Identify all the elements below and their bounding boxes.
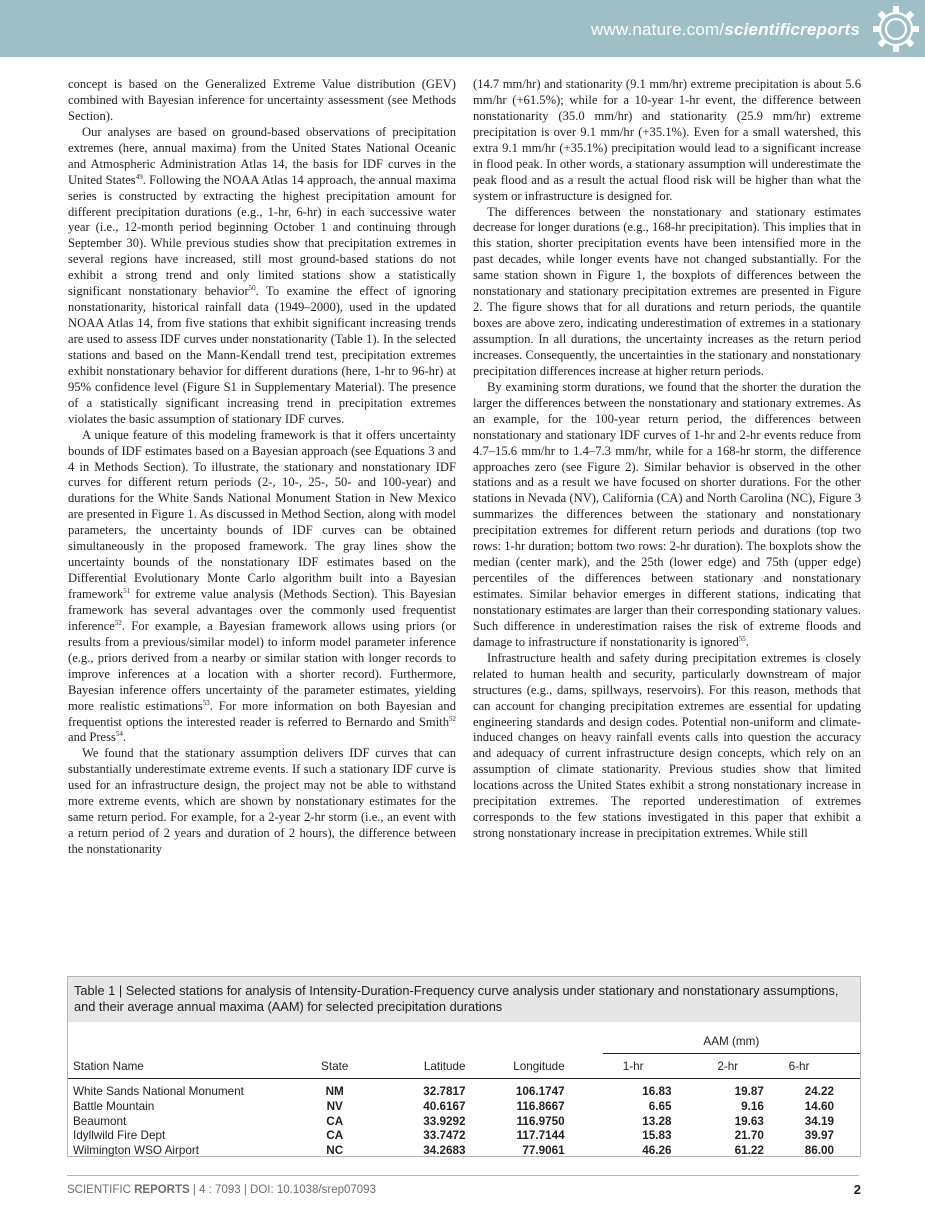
station-latitude: 34.2683: [423, 1144, 466, 1158]
paragraph: By examining storm durations, we found that the shorter the duration the larger the differences between the nonstationary and stationary extremes. As an example, for the 100-year return period, the differences between nonstationary and stationary IDF curves of 1-hr and 2-hr events reduce from 4.7–15.6 mm/hr to 1.4–7.3 mm/hr, while for a 168-hr storm, the difference approaches zero (see Figure 2). Similar behavior is observed in the other stations and as a result we have focused on shorter durations. For the other stations in Nevada (NV), California (CA) and North Carolina (NC), Figure 3 summarizes the differences between the stationary and nonstationary precipitation extremes for different return periods and durations (top two rows: 1-hr duration; bottom two rows: 2-hr duration). The boxplots show the median (center mark), and the 25th (lower edge) and 75th (upper edge) percentiles of the differences between stationary and nonstationary estimates. Similar behavior emerges in different stations, indicating that nonstationary estimates are larger than their corresponding stationary values. Such difference in underestimation raises the risk of extreme floods and damage to infrastructure if nonstationarity is ignored$^{55}$.: [473, 379, 861, 649]
aam-group-header: [565, 1022, 860, 1054]
station-latitude: 40.6167: [423, 1099, 466, 1113]
station-longitude: 116.8667: [516, 1099, 565, 1113]
journal-name-bold: REPORTS: [134, 1184, 190, 1196]
right-text-column: [473, 77, 861, 842]
column-header: State: [284, 1054, 385, 1079]
station-name: Battle Mountain: [73, 1099, 155, 1113]
aam-6hr: 39.97: [804, 1129, 834, 1143]
aam-1hr: 6.65: [648, 1099, 672, 1113]
footer-citation: [67, 1184, 376, 1196]
citation-reference[interactable]: 50: [248, 284, 256, 293]
left-text-column: [68, 77, 456, 858]
table-row: [68, 1100, 860, 1115]
citation-reference[interactable]: 55: [738, 634, 746, 643]
journal-header-bar: [0, 0, 925, 57]
paragraph: Our analyses are based on ground-based observations of precipitation extremes (here, annual maxima) from the United States National Oceanic and Atmospheric Administration Atlas 14, the basis for IDF curves in the United States$^{49}$. Following the NOAA Atlas 14 approach, the annual maxima series is constructed by extracting the highest precipitation amount for different precipitation durations (e.g., 1-hr, 6-hr) in each successive water year (i.e., 12-month period beginning October 1 and continuing through September 30). While previous studies show that precipitation extremes in several regions have increased, still most ground-based stations do not exhibit a strong trend and only limited stations show a statistically significant nonstationary behavior$^{50}$. To examine the effect of ignoring nonstationarity, historical rainfall data (1949–2000), used in the updated NOAA Atlas 14, from five stations that exhibit significant increasing trends are used to assess IDF curves under nonstationarity (Table 1). In the selected stations and based on the Mann-Kendall trend test, precipitation extremes exhibit nonstationary behavior for different durations (here, 1-hr to 96-hr) at 95% confidence level (Figure S1 in Supplementary Material). The presence of a statistically significant increasing trend in precipitation extremes violates the basic assumption of stationary IDF curves.: [68, 124, 457, 426]
station-name: Beaumont: [73, 1114, 127, 1128]
aam-6hr: 14.60: [804, 1099, 834, 1113]
station-name: Idyllwild Fire Dept: [73, 1129, 166, 1143]
station-longitude: 116.9750: [516, 1114, 565, 1128]
paragraph: We found that the stationary assumption delivers IDF curves that can substantially underestimate extreme events. If such a stationary IDF curve is used for an infrastructure design, the project may not be able to withstand more extreme events, which are shown by nonstationary estimates for the same return period. For example, for a 2-year 2-hr storm (i.e., an event with a return period of 2 years and duration of 2 hours), the difference between the nonstationarity: [68, 746, 456, 856]
table-caption: [68, 977, 860, 1022]
column-header: 1-hr: [565, 1054, 672, 1079]
table-row: [68, 1079, 860, 1100]
citation-reference[interactable]: 54: [115, 730, 123, 739]
station-longitude: 77.9061: [522, 1144, 565, 1158]
table-caption-text: Selected stations for analysis of Intensity-Duration-Frequency curve analysis under stationary and nonstationary assumptions, and their average annual maxima (AAM) for selected precipitation durations: [74, 983, 839, 1014]
aam-1hr: 16.83: [642, 1085, 672, 1098]
aam-1hr: 46.26: [642, 1144, 672, 1158]
journal-url-prefix: www.nature.com/: [590, 20, 725, 39]
table-row: [68, 1144, 860, 1159]
citation-text: | 4 : 7093 | DOI: 10.1038/srep07093: [192, 1184, 376, 1196]
paragraph: (14.7 mm/hr) and stationarity (9.1 mm/hr) extreme precipitation is about 5.6 mm/hr (+61.5%); while for a 10-year 1-hr event, the difference between nonstationarity (35.0 mm/hr) and stationarity (25.9 mm/hr) extreme precipitation is over 9.1 mm/hr (+35.1%). Even for a small watershed, this extra 9.1 mm/hr (+35.1%) precipitation would lead to a significant increase in flood peak. In other words, a stationary assumption will underestimate the peak flood and as a result the actual flood risk will be higher than what the system or infrastructure is designed for.: [473, 77, 861, 203]
station-longitude: 106.1747: [515, 1085, 565, 1098]
paragraph: A unique feature of this modeling framework is that it offers uncertainty bounds of IDF estimates based on a Bayesian approach (see Equations 3 and 4 in Methods Section). To illustrate, the stationary and nonstationary IDF curves for different return periods (2-, 10-, 25-, 50- and 100-year) and durations for the White Sands National Monument Station in New Mexico are presented in Figure 1. As discussed in Method Section, along with model parameters, the uncertainty bounds of IDF curves can be obtained simultaneously in the proposed framework. The gray lines show the uncertainty bounds of the nonstationary IDF estimates based on the Differential Evolutionary Monte Carlo algorithm built into a Bayesian framework$^{51}$ for extreme value analysis (Methods Section). This Bayesian framework has several advantages over the commonly used frequentist inference$^{52}$. For example, a Bayesian framework allows using priors (or results from a previous/similar model) to inform model parameter inference (e.g., priors derived from a nearby or similar station with longer records to improve inferences at a location with a shorter record). Furthermore, Bayesian inference offers uncertainty of the parameter estimates, yielding more realistic estimations$^{53}$. For more information on both Bayesian and frequentist options the interested reader is referred to Bernardo and Smith$^{52}$ and Press$^{54}$.: [68, 427, 456, 745]
gear-logo-icon: [871, 4, 921, 54]
column-header: 2-hr: [672, 1054, 764, 1079]
table-row: [68, 1115, 860, 1130]
station-longitude: 117.7144: [516, 1129, 565, 1143]
paragraph: The differences between the nonstationary and stationary estimates decrease for longer durations (e.g., 168-hr precipitation). This implies that in this station, shorter precipitation events have been intensified more in the past decades, while longer events have not changed substantially. For the same station shown in Figure 1, the boxplots of differences between the nonstationary and stationary precipitation extremes are presented in Figure 2. The figure shows that for all durations and return periods, the quantile boxes are above zero, indicating underestimation of extremes in a stationary assumption. In all durations, the uncertainty increases as the return period increases. Consequently, the uncertainties in the stationary and nonstationary precipitation differences increase at higher return periods.: [473, 204, 861, 378]
paragraph: Infrastructure health and safety during precipitation extremes is closely related to human health and security, particularly downstream of major structures (e.g., dams, spillways, reservoirs). For this reason, methods that can account for changing precipitation extremes are essential for updating engineering standards and design codes. Potential non-uniform and climate-induced changes on heavy rainfall events calls into question the accuracy and adequacy of current infrastructure design concepts, which rely on an assumption of climate stationarity. Previous studies show that limited locations across the United States exhibit a strong nonstationary increase in precipitation extremes. The reported underestimation of extremes corresponds to the few stations investigated in this paper that exhibit a strong nonstationary increase in precipitation extremes. While still: [473, 650, 861, 841]
station-state: CA: [326, 1129, 344, 1143]
column-header: Longitude: [466, 1054, 565, 1079]
journal-url-suffix: scientificreports: [724, 20, 860, 39]
station-latitude: 33.9292: [423, 1114, 466, 1128]
journal-url[interactable]: [591, 20, 860, 40]
citation-reference[interactable]: 51: [123, 587, 131, 595]
aam-6hr: 24.22: [804, 1085, 834, 1098]
aam-2hr: 19.87: [734, 1085, 764, 1098]
footer-divider: [67, 1175, 859, 1176]
aam-group-header-text: AAM (mm): [603, 1035, 860, 1054]
station-state: NV: [326, 1099, 343, 1113]
station-latitude: 32.7817: [423, 1085, 466, 1098]
citation-reference[interactable]: 49: [135, 172, 143, 181]
paragraph: concept is based on the Generalized Extreme Value distribution (GEV) combined with Bayesian inference for uncertainty assessment (see Methods Section).: [68, 77, 456, 123]
station-name: White Sands National Monument: [73, 1085, 244, 1098]
aam-2hr: 21.70: [734, 1129, 764, 1143]
station-name: Wilmington WSO Airport: [73, 1144, 199, 1158]
table-label: Table 1: [74, 983, 116, 998]
table-separator: |: [118, 983, 123, 998]
aam-2hr: 61.22: [734, 1144, 764, 1158]
column-header: Station Name: [68, 1054, 284, 1079]
page-number: 2: [853, 1182, 861, 1197]
citation-reference[interactable]: 52: [449, 714, 456, 723]
station-state: CA: [326, 1114, 344, 1128]
column-header: Latitude: [385, 1054, 465, 1079]
aam-6hr: 34.19: [804, 1114, 834, 1128]
column-header: 6-hr: [764, 1054, 860, 1079]
table-1: [67, 976, 861, 1157]
table-row: [68, 1129, 860, 1144]
aam-1hr: 15.83: [642, 1129, 672, 1143]
station-state: NM: [325, 1085, 344, 1098]
aam-6hr: 86.00: [804, 1144, 834, 1158]
aam-2hr: 19.63: [734, 1114, 764, 1128]
station-state: NC: [326, 1144, 344, 1158]
journal-name-light: SCIENTIFIC: [67, 1184, 131, 1196]
citation-reference[interactable]: 52: [114, 618, 122, 627]
station-latitude: 33.7472: [423, 1129, 466, 1143]
citation-reference[interactable]: 53: [202, 698, 210, 707]
aam-1hr: 13.28: [642, 1114, 672, 1128]
aam-2hr: 9.16: [741, 1099, 764, 1113]
station-table: [68, 1022, 860, 1159]
